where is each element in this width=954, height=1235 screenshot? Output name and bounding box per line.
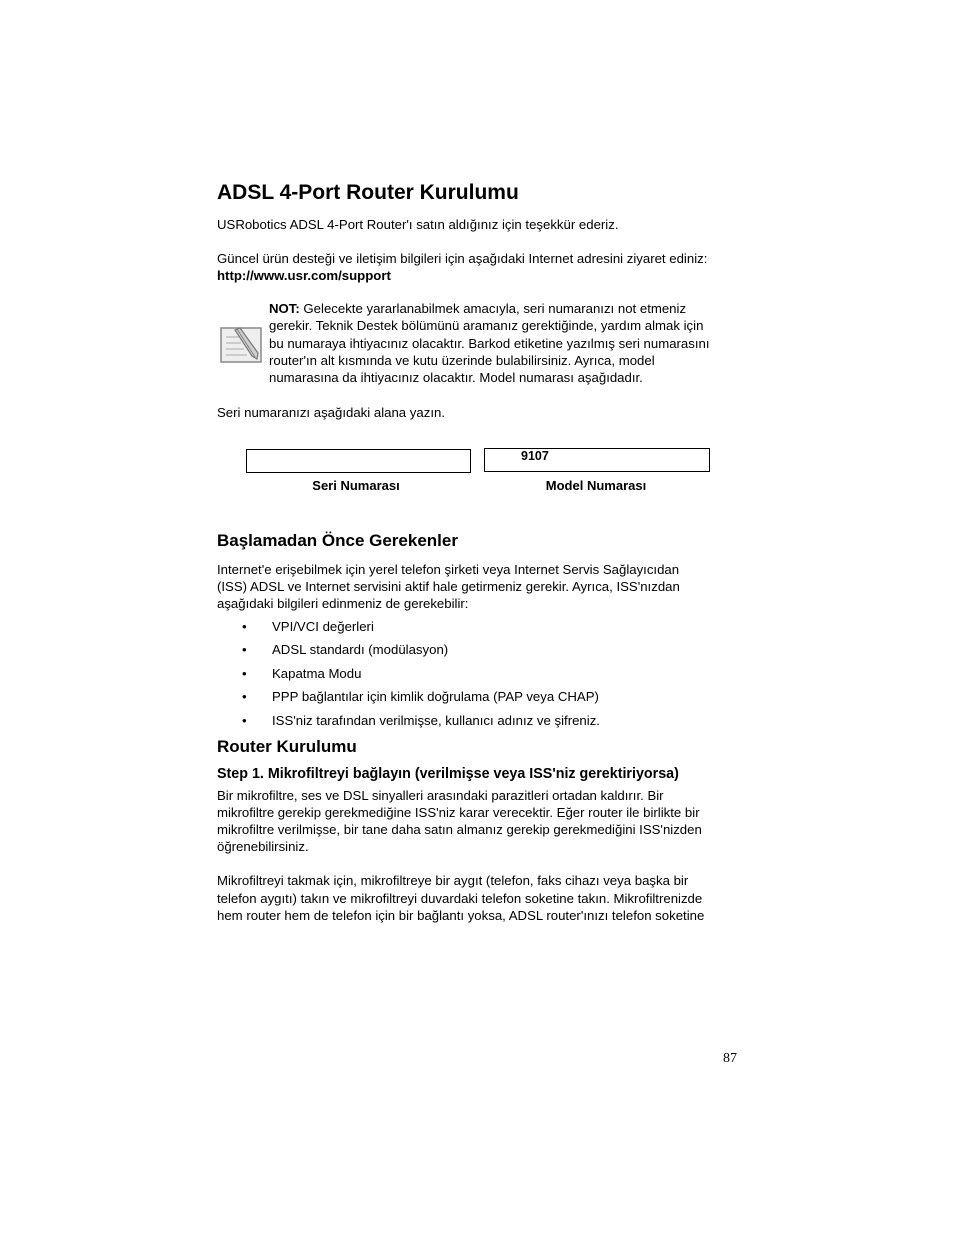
bullet: •	[242, 689, 247, 705]
section-before-line: aşağıdaki bilgileri edinmeniz de gerekebilir:	[217, 596, 469, 611]
model-number-field	[484, 448, 710, 472]
note-label: NOT:	[269, 301, 300, 316]
section-before-line: Internet'e erişebilmek için yerel telefon şirketi veya Internet Servis Sağlayıcıdan	[217, 562, 680, 577]
note-pencil-icon	[219, 325, 263, 365]
note-line: numarasına da ihtiyacınız olacaktır. Model numarası aşağıdadır.	[269, 370, 643, 386]
router-para1-line: öğrenebilirsiniz.	[217, 839, 309, 854]
list-item: • ADSL standardı (modülasyon)	[242, 642, 449, 658]
serial-prompt: Seri numaranızı aşağıdaki alana yazın.	[217, 405, 445, 420]
note-line: router'ın alt kısmında ve kutu üzerinde bulabilirsiniz. Ayrıca, model	[269, 352, 655, 368]
router-para1-line: mikrofiltre gerekip gerekmediğine ISS'niz karar verecektir. Eğer router ile birlikte bir	[217, 805, 700, 820]
router-para1-line: mikrofiltre verilmişse, bir tane daha satın almanız gerekip gerekmediğini ISS'nizden	[217, 822, 702, 837]
list-item: • ISS'niz tarafından verilmişse, kullanıcı adınız ve şifreniz.	[242, 712, 600, 728]
list-item: • VPI/VCI değerleri	[242, 619, 374, 634]
note-line: bu numaraya ihtiyacınız olacaktır. Barkod etiketine yazılmış seri numarasını	[269, 335, 710, 351]
router-para2-line: hem router hem de telefon için bir bağlantı yoksa, ADSL router'ınızı telefon soketine	[217, 908, 705, 923]
intro-text: USRobotics ADSL 4-Port Router'ı satın aldığınız için teşekkür ederiz.	[217, 217, 619, 232]
page-number: 87	[723, 1051, 737, 1066]
bullet: •	[242, 712, 247, 728]
list-item: • Kapatma Modu	[242, 665, 362, 681]
router-para1-line: Bir mikrofiltre, ses ve DSL sinyalleri arasındaki parazitleri ortadan kaldırır. Bir	[217, 788, 664, 803]
note-line: gerekir. Teknik Destek bölümünü aramanız gerektiğinde, yardım almak için	[269, 318, 704, 334]
model-number-label: Model Numarası	[545, 478, 647, 493]
section-before-heading: Başlamadan Önce Gerekenler	[217, 531, 458, 550]
section-before-line: (ISS) ADSL ve Internet servisini aktif hale getirmeniz gerekir. Ayrıca, ISS'nızdan	[217, 579, 680, 594]
note-block	[269, 300, 710, 386]
bullet: •	[242, 642, 247, 658]
section-router-heading: Router Kurulumu	[217, 737, 357, 756]
step-1-title: Step 1. Mikrofiltreyi bağlayın (verilmişse veya ISS'niz gerektiriyorsa)	[217, 766, 679, 782]
serial-number-field[interactable]	[246, 449, 471, 473]
bullet: •	[242, 619, 247, 634]
router-para2-line: Mikrofiltreyi takmak için, mikrofiltreye bir aygıt (telefon, faks cihazı veya başka bir	[217, 873, 689, 888]
bullet: •	[242, 665, 247, 681]
requirements-list	[242, 618, 600, 735]
serial-number-label: Seri Numarası	[312, 478, 400, 493]
support-text: Güncel ürün desteği ve iletişim bilgileri için aşağıdaki Internet adresini ziyaret ediniz:	[217, 251, 708, 266]
support-link[interactable]: http://www.usr.com/support	[217, 268, 391, 283]
list-item: • PPP bağlantılar için kimlik doğrulama (PAP veya CHAP)	[242, 689, 599, 705]
router-para2-line: telefon aygıtı) takın ve mikrofiltreyi duvardaki telefon soketine takın. Mikrofiltrenizde	[217, 891, 703, 906]
model-number-value: 9107	[521, 449, 549, 463]
page-title: ADSL 4-Port Router Kurulumu	[217, 181, 519, 204]
note-line: Gelecekte yararlanabilmek amacıyla, seri numaranızı not etmeniz	[299, 301, 687, 316]
